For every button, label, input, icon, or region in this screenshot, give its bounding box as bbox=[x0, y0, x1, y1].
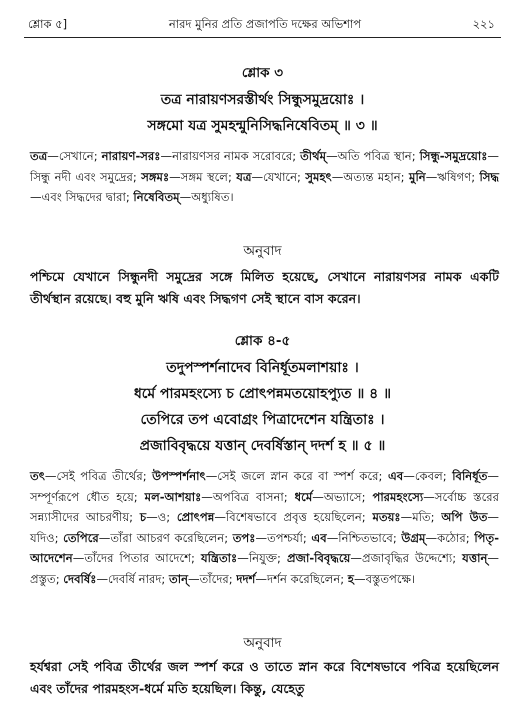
synonym-meaning: —ঋষিগণ; bbox=[425, 169, 480, 184]
synonym-term: এব bbox=[387, 469, 404, 483]
verse-4-5-line-3: তেপিরে তপ এবোগ্রং পিত্রাদেশেন যন্ত্রিতাঃ । bbox=[140, 412, 385, 428]
synonym-meaning: —বিশেষভাবে প্রবৃত্ত হয়েছিলেন; bbox=[214, 510, 373, 525]
synonym-meaning: —প্রজাবৃদ্ধির উদ্দেশ্যে; bbox=[350, 551, 463, 566]
synonym-meaning: —নিশ্চিতভাবে; bbox=[326, 530, 402, 545]
synonym-meaning: —তাঁরা আচরণ করেছিলেন; bbox=[98, 530, 233, 545]
synonym-meaning: —সেই পবিত্র তীর্থের; bbox=[44, 469, 153, 483]
synonym-meaning: —সেখানে; bbox=[47, 149, 102, 163]
header-page-number: ২২১ bbox=[472, 17, 495, 31]
synonym-term: মল-আশয়াঃ bbox=[144, 489, 202, 504]
synonym-meaning: —যেখানে; bbox=[251, 169, 306, 184]
synonym-meaning: —নিযুক্ত; bbox=[237, 551, 287, 566]
synonym-meaning: —অপবিত্র বাসনা; bbox=[201, 489, 295, 504]
synonym-meaning: —অতি পবিত্র স্থান; bbox=[326, 149, 420, 163]
synonym-meaning: —এবং সিদ্ধদের দ্বারা; bbox=[30, 190, 134, 205]
synonym-meaning: —তাঁদের পিতার আদেশে; bbox=[72, 551, 201, 566]
synonym-meaning: —নারায়ণসর নামক সরোবরে; bbox=[160, 149, 301, 163]
synonym-term: চ bbox=[139, 510, 147, 525]
synonym-meaning: —অভ্যাসে; bbox=[312, 489, 373, 504]
synonym-term: তেপিরে bbox=[63, 530, 99, 545]
synonym-term: তপঃ bbox=[232, 530, 256, 545]
synonym-term: তান্ bbox=[169, 571, 188, 586]
synonym-meaning: —সঙ্গম স্থলে; bbox=[169, 169, 237, 184]
synonym-term: উগ্রম্ bbox=[401, 530, 426, 545]
verse-4-5-heading: শ্লোক ৪-৫ bbox=[234, 333, 291, 349]
verse-4-5-translation: হর্যশ্বরা সেই পবিত্র তীর্থের জল স্পর্শ করে ও তাতে স্নান করে বিশেষভাবে পবিত্র হয়েছিলেন এবং তাঁদের পারমহংস-ধর্মে মতি হয়েছিল। কিন্তু, যেহেতু bbox=[30, 659, 499, 696]
synonym-term: হ bbox=[347, 571, 354, 586]
header-chapter-title: নারদ মুনির প্রতি প্রজাপতি দক্ষের অভিশাপ bbox=[168, 17, 362, 31]
verse-4-5-line-1: তদুপস্পর্শনাদেব বিনির্ধূতমলাশয়াঃ । bbox=[166, 360, 359, 376]
synonym-meaning: —সিন্ধু নদী এবং সমুদ্রের; bbox=[30, 149, 499, 184]
header-verse-ref: শ্লোক ৫] bbox=[28, 17, 68, 31]
synonym-meaning: —দর্শন করেছিলেন; bbox=[255, 571, 348, 586]
synonym-meaning: —প্রস্তুত; bbox=[30, 551, 499, 586]
synonym-meaning: —সম্পূর্ণরূপে ধৌত হয়ে; bbox=[30, 469, 499, 504]
synonym-meaning: —তাঁদের; bbox=[188, 571, 237, 586]
verse-3-translation-title: অনুবাদ bbox=[243, 243, 282, 259]
synonym-meaning: —অধ্যুষিত। bbox=[179, 190, 234, 205]
synonym-term: তত্র bbox=[30, 149, 48, 163]
header-rule bbox=[24, 37, 501, 38]
synonym-term: বিনির্ধূত bbox=[452, 469, 488, 483]
synonym-term: নিষেবিতম্ bbox=[133, 190, 180, 205]
synonym-term: এব bbox=[311, 530, 327, 545]
synonym-term: দেবর্ষিঃ bbox=[63, 571, 97, 586]
synonym-meaning: —বস্তুতপক্ষে। bbox=[353, 571, 416, 586]
synonym-meaning: —যদিও; bbox=[30, 510, 499, 545]
synonym-term: সুমহৎ bbox=[305, 169, 332, 184]
synonym-term: নারায়ণ-সরঃ bbox=[101, 149, 161, 163]
synonym-term: তৎ bbox=[30, 469, 45, 483]
verse-3-translation: পশ্চিমে যেখানে সিন্ধুনদী সমুদ্রের সঙ্গে মিলিত হয়েছে, সেখানে নারায়ণসর নামক একটি তীর্থস্থান রয়েছে। বহু মুনি ঋষি এবং সিদ্ধগণ সেই স্থানে বাস করেন। bbox=[30, 269, 499, 306]
synonym-term: প্রোৎপন্ন bbox=[176, 510, 215, 525]
synonym-term: দদর্শ bbox=[236, 571, 256, 586]
synonym-term: তীর্থম্ bbox=[300, 149, 327, 163]
verse-4-5-translation-title: অনুবাদ bbox=[243, 635, 282, 651]
synonym-meaning: —ও; bbox=[146, 510, 177, 525]
synonym-meaning: —সর্বোচ্চ স্তরের সন্ন্যাসীদের আচরণীয়; bbox=[30, 489, 499, 525]
synonym-term: প্রজা-বিবৃদ্ধয়ে bbox=[286, 551, 351, 566]
synonym-meaning: —সেই জলে স্নান করে বা স্পর্শ করে; bbox=[205, 469, 388, 483]
synonym-meaning: —মতি; bbox=[400, 510, 442, 525]
synonym-term: মতয়ঃ bbox=[372, 510, 401, 525]
verse-3-line-1: তত্র নারায়ণসরস্তীর্থং সিন্ধুসমুদ্রয়োঃ । bbox=[160, 92, 365, 108]
synonym-term: উপস্পর্শনাৎ bbox=[152, 469, 206, 483]
synonym-term: যত্র bbox=[236, 169, 252, 184]
synonym-term: পারমহংস্যে bbox=[372, 489, 424, 504]
verse-4-5-line-4: প্রজাবিবৃদ্ধয়ে যত্তান্ দেবর্ষিস্তান্ দদর্শ হ ॥ ৫ ॥ bbox=[139, 438, 386, 454]
synonym-meaning: —কেবল; bbox=[403, 469, 453, 483]
verse-3-synonyms bbox=[30, 146, 499, 208]
synonym-term: সিদ্ধ bbox=[479, 169, 500, 184]
verse-3-line-2: সঙ্গমো যত্র সুমহন্মুনিসিদ্ধনিষেবিতম্ ॥ ৩ ॥ bbox=[147, 118, 378, 134]
synonym-meaning: —অত্যন্ত মহান; bbox=[331, 169, 410, 184]
synonym-term: সঙ্গমঃ bbox=[141, 169, 170, 184]
verse-3-heading: শ্লোক ৩ bbox=[241, 65, 284, 81]
synonym-term: মুনি bbox=[409, 169, 426, 184]
verse-4-5-synonyms bbox=[30, 466, 499, 590]
synonym-term: যত্তান্ bbox=[462, 551, 488, 566]
synonym-term: অপি উত bbox=[441, 510, 488, 525]
synonym-meaning: —কঠোর; bbox=[425, 530, 475, 545]
synonym-term: যন্ত্রিতাঃ bbox=[200, 551, 238, 566]
synonym-meaning: —দেবর্ষি নারদ; bbox=[96, 571, 170, 586]
synonym-term: ধর্মে bbox=[294, 489, 313, 504]
synonym-term: সিন্ধু-সমুদ্রয়োঃ bbox=[419, 149, 488, 163]
synonym-term: পিতৃ-আদেশেন bbox=[30, 530, 500, 566]
verse-4-5-line-2: ধর্মে পারমহংস্যে চ প্রোৎপন্নমতয়োহপ্যুত ॥ ৪ ॥ bbox=[133, 386, 392, 402]
synonym-meaning: —তপশ্চর্যা; bbox=[255, 530, 312, 545]
